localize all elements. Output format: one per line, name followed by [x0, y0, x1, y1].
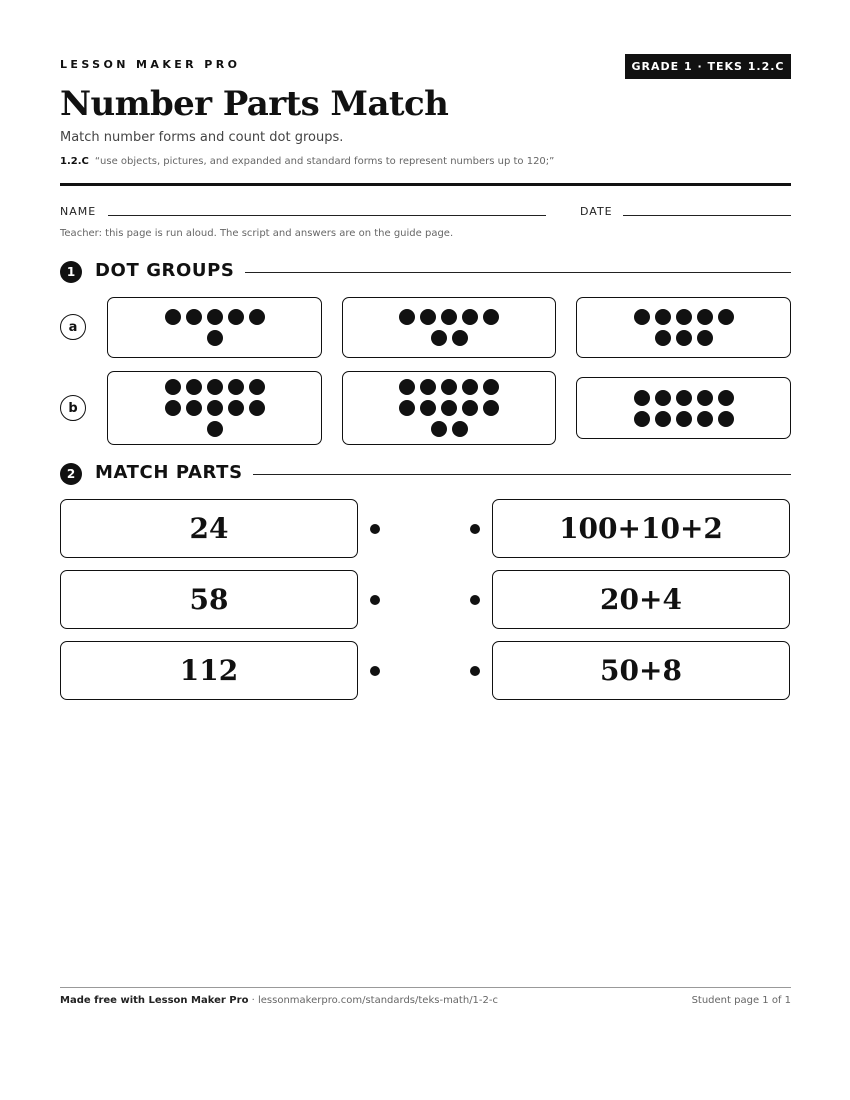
- match-left-card[interactable]: 112: [60, 641, 358, 700]
- row-label-a: a: [60, 314, 86, 340]
- dot: [718, 411, 734, 427]
- teacher-note: Teacher: this page is run aloud. The script and answers are on the guide page.: [60, 228, 454, 239]
- dot-row: [634, 411, 734, 427]
- dot-row: [634, 390, 734, 406]
- section-2-number: 2: [60, 463, 82, 485]
- dot-card-a2[interactable]: [342, 297, 556, 358]
- dot: [207, 421, 223, 437]
- dot: [207, 309, 223, 325]
- dot: [207, 379, 223, 395]
- dot: [441, 379, 457, 395]
- dot: [431, 330, 447, 346]
- dot: [420, 379, 436, 395]
- dot: [441, 309, 457, 325]
- brand-name: LESSON MAKER PRO: [60, 58, 241, 71]
- dot: [420, 309, 436, 325]
- dot: [228, 379, 244, 395]
- dot: [697, 309, 713, 325]
- dot-row: [634, 309, 734, 325]
- match-left-card[interactable]: 24: [60, 499, 358, 558]
- dot: [165, 379, 181, 395]
- section-2-rule: [253, 474, 791, 475]
- match-left-dot[interactable]: [370, 524, 380, 534]
- dot: [186, 400, 202, 416]
- dot: [441, 400, 457, 416]
- section-2-title: MATCH PARTS: [95, 462, 243, 483]
- dot: [249, 379, 265, 395]
- dot: [186, 309, 202, 325]
- match-left-dot[interactable]: [370, 666, 380, 676]
- date-label: DATE: [580, 205, 613, 218]
- name-label: NAME: [60, 205, 97, 218]
- dot-row: [165, 379, 265, 395]
- dot-card-b2[interactable]: [342, 371, 556, 445]
- dot-row: [655, 330, 713, 346]
- match-right-card[interactable]: 100+10+2: [492, 499, 790, 558]
- dot: [483, 309, 499, 325]
- match-right-dot[interactable]: [470, 524, 480, 534]
- dot: [697, 411, 713, 427]
- footer-made-with: Made free with Lesson Maker Pro: [60, 995, 249, 1006]
- footer-divider: [60, 987, 791, 988]
- dot-row: [399, 309, 499, 325]
- dot: [655, 309, 671, 325]
- dot: [676, 309, 692, 325]
- match-right-card[interactable]: 50+8: [492, 641, 790, 700]
- standard-code: 1.2.C: [60, 156, 89, 167]
- page-subtitle: Match number forms and count dot groups.: [60, 130, 344, 145]
- section-1-number: 1: [60, 261, 82, 283]
- match-right-card[interactable]: 20+4: [492, 570, 790, 629]
- dot: [452, 421, 468, 437]
- dot-row: [207, 421, 223, 437]
- date-field[interactable]: [623, 215, 791, 216]
- footer-url[interactable]: lessonmakerpro.com/standards/teks-math/1-2-c: [257, 995, 498, 1006]
- name-field[interactable]: [108, 215, 546, 216]
- dot: [452, 330, 468, 346]
- dot-row: [431, 330, 468, 346]
- standard-text: “use objects, pictures, and expanded and standard forms to represent numbers up to 120;”: [94, 156, 555, 167]
- header-divider: [60, 183, 791, 186]
- match-right-dot[interactable]: [470, 666, 480, 676]
- dot: [655, 411, 671, 427]
- dot-row: [431, 421, 468, 437]
- dot: [483, 400, 499, 416]
- dot-card-b1[interactable]: [107, 371, 322, 445]
- dot: [165, 400, 181, 416]
- footer-separator: ·: [248, 995, 258, 1006]
- dot: [462, 400, 478, 416]
- dot: [399, 309, 415, 325]
- dot: [697, 330, 713, 346]
- dot-row: [207, 330, 223, 346]
- section-1-title: DOT GROUPS: [95, 260, 235, 281]
- page-title: Number Parts Match: [60, 84, 449, 124]
- dot: [697, 390, 713, 406]
- dot-card-b3[interactable]: [576, 377, 791, 439]
- dot: [655, 390, 671, 406]
- match-left-card[interactable]: 58: [60, 570, 358, 629]
- dot: [420, 400, 436, 416]
- dot: [462, 309, 478, 325]
- dot-row: [399, 400, 499, 416]
- dot: [249, 400, 265, 416]
- dot: [207, 400, 223, 416]
- dot: [228, 400, 244, 416]
- dot: [165, 309, 181, 325]
- dot: [634, 390, 650, 406]
- dot: [676, 390, 692, 406]
- dot: [399, 400, 415, 416]
- dot: [634, 411, 650, 427]
- dot: [483, 379, 499, 395]
- match-right-dot[interactable]: [470, 595, 480, 605]
- dot: [462, 379, 478, 395]
- dot: [718, 390, 734, 406]
- dot: [655, 330, 671, 346]
- footer-page-number: Student page 1 of 1: [691, 995, 791, 1006]
- match-left-dot[interactable]: [370, 595, 380, 605]
- dot-row: [165, 309, 265, 325]
- dot: [228, 309, 244, 325]
- footer-credit: [60, 995, 498, 1006]
- dot: [207, 330, 223, 346]
- standard-line: [60, 156, 554, 167]
- dot: [718, 309, 734, 325]
- grade-standard-badge: GRADE 1 · TEKS 1.2.C: [625, 54, 791, 79]
- row-label-b: b: [60, 395, 86, 421]
- dot: [399, 379, 415, 395]
- dot-row: [399, 379, 499, 395]
- dot: [676, 411, 692, 427]
- dot: [249, 309, 265, 325]
- dot: [431, 421, 447, 437]
- dot: [634, 309, 650, 325]
- dot: [186, 379, 202, 395]
- dot-card-a1[interactable]: [107, 297, 322, 358]
- dot: [676, 330, 692, 346]
- dot-row: [165, 400, 265, 416]
- dot-card-a3[interactable]: [576, 297, 791, 358]
- section-1-rule: [245, 272, 791, 273]
